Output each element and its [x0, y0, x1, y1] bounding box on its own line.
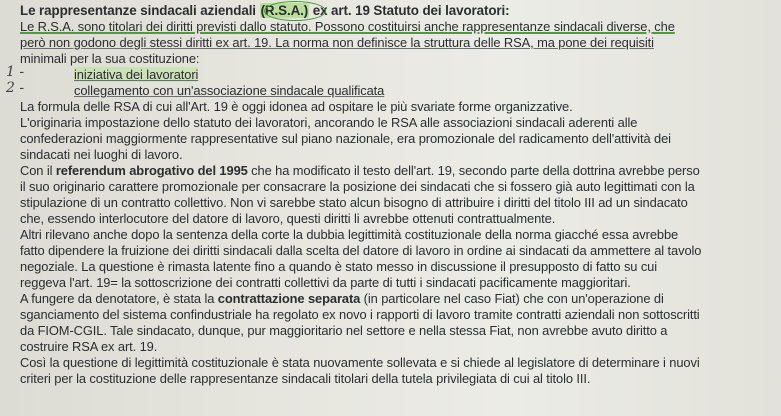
- rsa-abbreviation-highlight: (R.S.A.): [260, 3, 309, 18]
- intro-line-2: però non godono degli stessi diritti ex art. 19. La norma non definisce la struttura delle RSA, ma pone dei requisiti: [20, 35, 654, 50]
- list-item-2: collegamento con un'associazione sindacale qualificata: [74, 83, 385, 98]
- para3-line-2: fatto dipendere la fruizione dei diritti sindacali dalla scelta del datore di lavoro in ordine ai sindacati da ammettere al tavolo: [20, 243, 702, 258]
- handwritten-number-2: 2 -: [6, 80, 25, 96]
- title-suffix: ex art. 19 Statuto dei lavoratori:: [309, 3, 510, 18]
- para4-line-2: sganciamento del sistema confindustriale ha regolato ex novo i rapporti di lavoro tramite contratti aziendali non sottoscritti: [20, 307, 700, 322]
- para4-line-1: A fungere da denotatore, è stata la contrattazione separata (in particolare nel caso Fiat) che con un'operazione di: [20, 291, 664, 306]
- para3-line-3: negoziale. La questione è rimasta latente fino a quando è stato messo in discussione il presupposto di fatto su cui: [20, 259, 658, 274]
- referendum-bold: referendum abrogativo del 1995: [55, 163, 248, 178]
- para1-line-4: sindacati nei luoghi di lavoro.: [20, 147, 183, 162]
- para2-line-1: Con il referendum abrogativo del 1995 che ha modificato il testo dell'art. 19, secondo parte della dottrina avrebbe perso: [20, 163, 700, 178]
- para2-line-4: che, essendo interlocutore del datore di lavoro, questi diritti li avrebbe ottenuti contrattualmente.: [20, 211, 556, 226]
- para5-line-1: Così la questione di legittimità costituzionale è stata nuovamente sollevata e si chiede al legislatore di determinare i nuovi: [20, 355, 700, 370]
- handwritten-number-1: 1 -: [6, 64, 25, 80]
- para1-line-1: La formula delle RSA di cui all'Art. 19 è oggi idonea ad ospitare le più svariate forme organizzative.: [20, 99, 573, 114]
- intro-line-3: minimali per la sua costituzione:: [20, 51, 200, 66]
- list-item-1: iniziativa dei lavoratori: [74, 67, 199, 82]
- para4-line-3: da FIOM-CGIL. Tale sindacato, dunque, pur maggioritario nel settore e nella stessa Fiat, non avrebbe avuto diritto a: [20, 323, 668, 338]
- title-text: Le rappresentanze sindacali aziendali: [20, 3, 260, 18]
- contrattazione-bold: contrattazione separata: [217, 291, 361, 306]
- intro-line-1: Le R.S.A. sono titolari dei diritti previsti dallo statuto. Possono costituirsi anche rappresentanze sindacali diverse, che: [20, 19, 675, 34]
- para3-line-1: Altri rilevano anche dopo la sentenza della corte la dubbia legittimità costituzionale della norma giacché essa avrebbe: [20, 227, 679, 242]
- para4-line-4: costruire RSA ex art. 19.: [20, 339, 158, 354]
- para1-line-2: L'originaria impostazione dello statuto dei lavoratori, ancorando le RSA alle associazioni sindacali aderenti alle: [20, 115, 638, 130]
- para2-line-3: stipulazione di un contratto collettivo. Non vi sarebbe stato alcun bisogno di attribuire i diritti del titolo III ad un sindacato: [20, 195, 688, 210]
- green-circle-annotation: [264, 1, 326, 21]
- document-title: [20, 3, 775, 18]
- para5-line-2: criteri per la costituzione delle rappresentanze sindacali titolari della tutela privilegiata di cui al titolo III.: [20, 371, 591, 386]
- para2-line-2: il suo originario carattere promozionale per consacrare la posizione dei sindacati che si fossero già auto legittimati con la: [20, 179, 695, 194]
- para3-line-4: reggeva l'art. 19= la sottoscrizione dei contratti collettivi da parte di tutti i sindacati pacificamente maggioritari.: [20, 275, 631, 290]
- para1-line-3: confederazioni maggiormente rappresentative sul piano nazionale, era promozionale del radicamento dell'attività dei: [20, 131, 671, 146]
